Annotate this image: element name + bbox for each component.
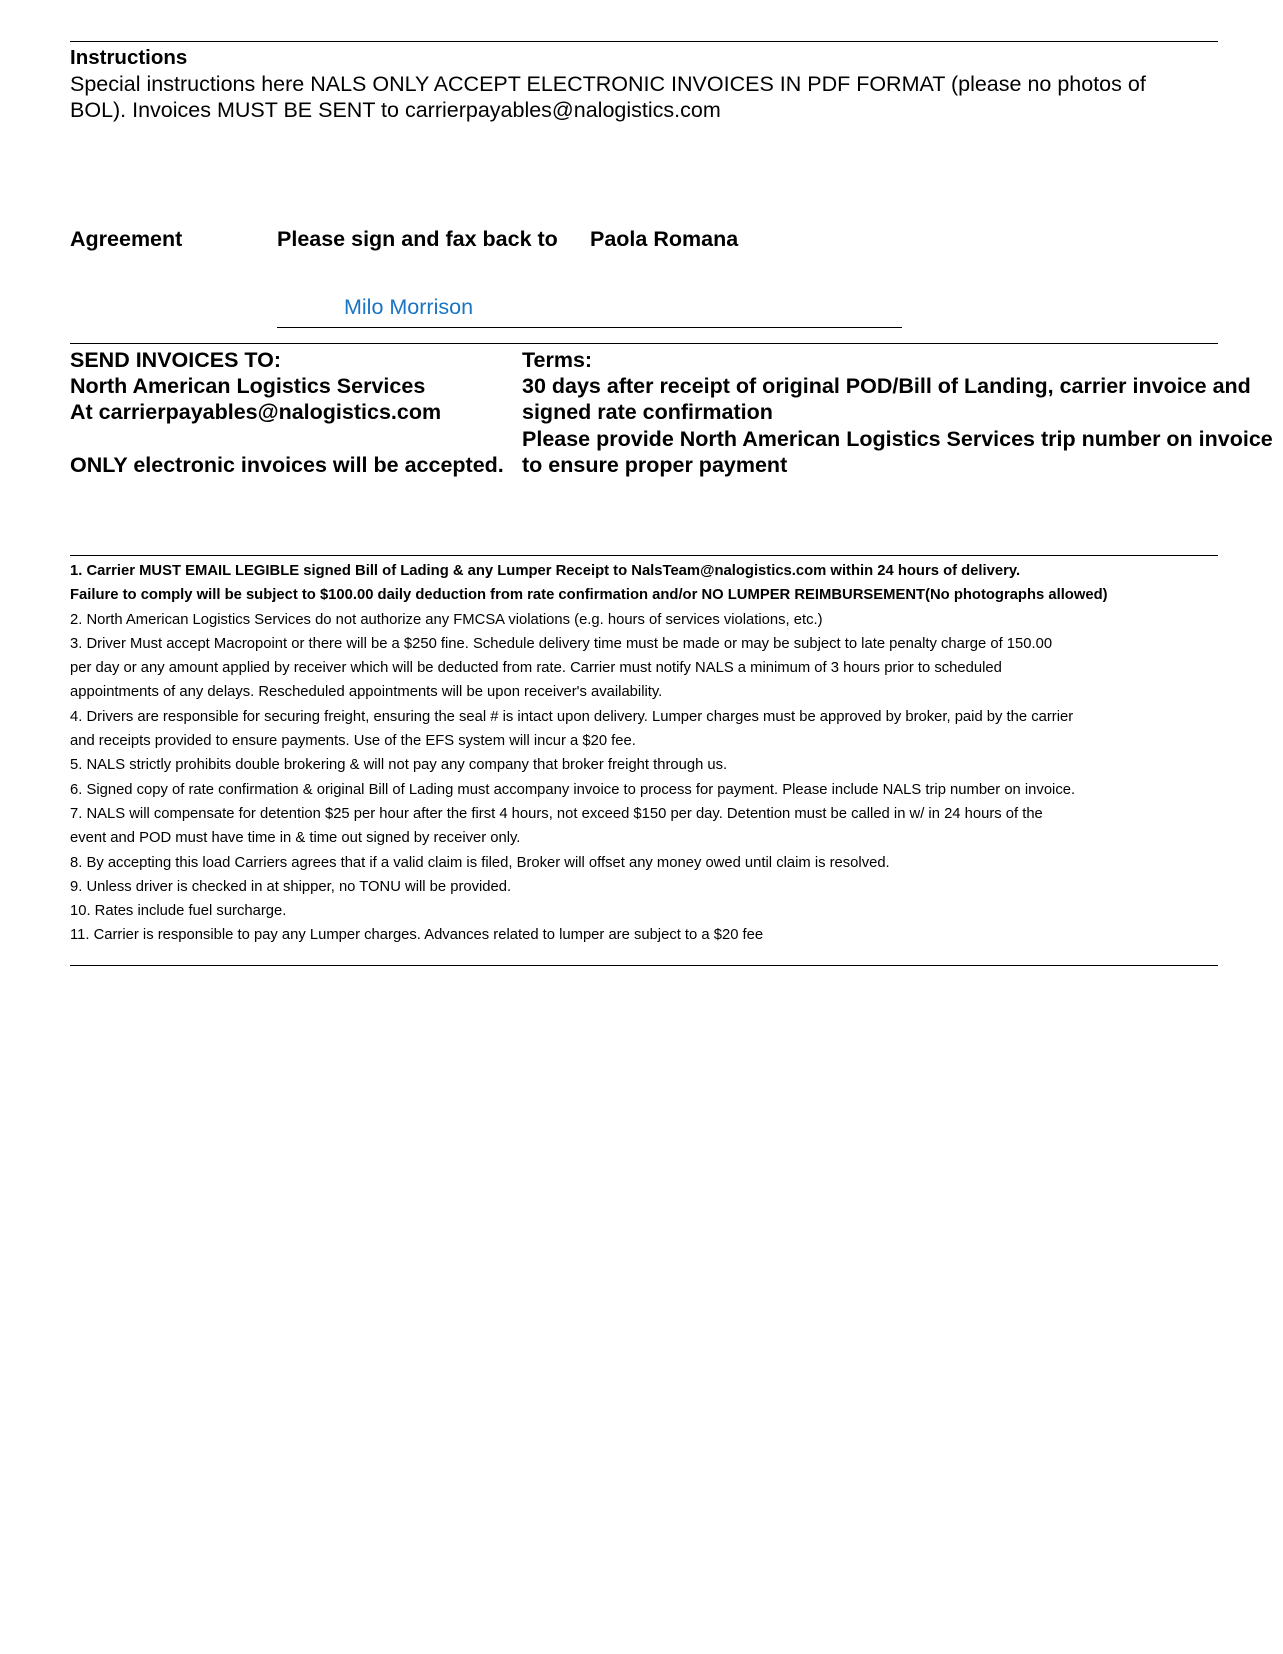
signature-line bbox=[277, 327, 902, 328]
condition-item: and receipts provided to ensure payments. Use of the EFS system will incur a $20 fee. bbox=[70, 733, 636, 750]
condition-item: 11. Carrier is responsible to pay any Lumper charges. Advances related to lumper are subject to a $20 fee bbox=[70, 927, 764, 944]
instructions-line-2: BOL). Invoices MUST BE SENT to carrierpayables@nalogistics.com bbox=[70, 98, 721, 122]
agreement-label: Agreement bbox=[70, 227, 183, 251]
condition-item: Failure to comply will be subject to $100.00 daily deduction from rate confirmation and/or NO LUMPER REIMBURSEMENT(No photographs allowed) bbox=[70, 587, 1108, 604]
instructions-line-1: Special instructions here NALS ONLY ACCEPT ELECTRONIC INVOICES IN PDF FORMAT (please no photos of bbox=[70, 72, 1146, 96]
send-invoices-heading: SEND INVOICES TO: bbox=[70, 348, 282, 372]
terms-line-1: 30 days after receipt of original POD/Bill of Landing, carrier invoice and bbox=[522, 374, 1251, 398]
terms-line-4: to ensure proper payment bbox=[522, 453, 788, 477]
condition-item: event and POD must have time in & time out signed by receiver only. bbox=[70, 830, 521, 847]
invoice-company: North American Logistics Services bbox=[70, 374, 426, 398]
top-rule bbox=[70, 41, 1218, 42]
condition-item: 8. By accepting this load Carriers agrees that if a valid claim is filed, Broker will offset any money owed until claim is resolved. bbox=[70, 854, 890, 871]
terms-heading: Terms: bbox=[522, 348, 593, 372]
invoice-email-line: At carrierpayables@nalogistics.com bbox=[70, 400, 442, 424]
signature-name: Milo Morrison bbox=[344, 295, 474, 319]
condition-item: 9. Unless driver is checked in at shipper, no TONU will be provided. bbox=[70, 878, 512, 895]
fax-contact-name: Paola Romana bbox=[590, 227, 739, 251]
condition-item: per day or any amount applied by receiver which will be deducted from rate. Carrier must notify NALS a minimum of 3 hours prior to scheduled bbox=[70, 660, 1002, 677]
condition-item: 7. NALS will compensate for detention $25 per hour after the first 4 hours, not exceed $150 per day. Detention must be called in w/ in 24 hours of the bbox=[70, 805, 1043, 822]
conditions-rule bbox=[70, 555, 1218, 556]
terms-line-2: signed rate confirmation bbox=[522, 400, 773, 424]
bottom-rule bbox=[70, 965, 1218, 966]
condition-item: 10. Rates include fuel surcharge. bbox=[70, 903, 287, 920]
condition-item: 6. Signed copy of rate confirmation & original Bill of Lading must accompany invoice to process for payment. Please include NALS trip number on invoice. bbox=[70, 781, 1076, 798]
terms-line-3: Please provide North American Logistics Services trip number on invoice bbox=[522, 427, 1273, 451]
condition-item: 5. NALS strictly prohibits double brokering & will not pay any company that broker freight through us. bbox=[70, 757, 728, 774]
invoices-rule bbox=[70, 343, 1218, 344]
conditions-list bbox=[70, 559, 1108, 948]
condition-item: 3. Driver Must accept Macropoint or there will be a $250 fine. Schedule delivery time must be made or may be subject to late penalty charge of 150.00 bbox=[70, 635, 1053, 652]
condition-item: appointments of any delays. Rescheduled appointments will be upon receiver's availability. bbox=[70, 684, 663, 701]
condition-item: 1. Carrier MUST EMAIL LEGIBLE signed Bill of Lading & any Lumper Receipt to NalsTeam@nalogistics.com within 24 hours of delivery. bbox=[70, 563, 1021, 579]
condition-item: 2. North American Logistics Services do not authorize any FMCSA violations (e.g. hours of services violations, etc.) bbox=[70, 611, 823, 628]
condition-item: 4. Drivers are responsible for securing freight, ensuring the seal # is intact upon delivery. Lumper charges must be approved by broker, paid by the carrier bbox=[70, 708, 1074, 725]
instructions-heading: Instructions bbox=[70, 46, 188, 69]
sign-fax-prompt: Please sign and fax back to bbox=[277, 227, 558, 251]
electronic-only-note: ONLY electronic invoices will be accepted. bbox=[70, 453, 504, 477]
